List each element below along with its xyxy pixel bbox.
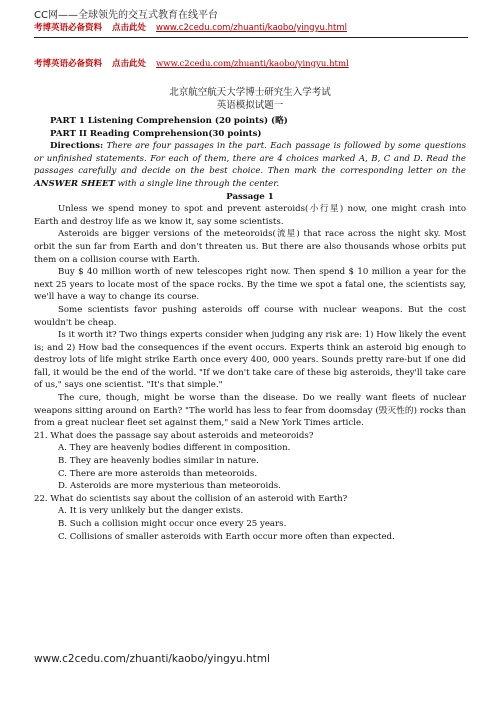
question-option: D. Asteroids are more mysterious than meteoroids. (58, 481, 281, 492)
promo-click-link[interactable]: 点击此处 (112, 59, 147, 69)
promo-url-link[interactable]: www.c2cedu.com/zhuanti/kaobo/yingyu.html (156, 59, 349, 69)
question-option: A. They are heavenly bodies different in composition. (58, 443, 291, 454)
header-divider (34, 37, 468, 38)
document-body (34, 86, 466, 543)
passage-title: Passage 1 (226, 191, 274, 202)
passage-paragraph: The cure, though, might be worse than the disease. Do we really want fleets of nuclear weapons sitting around on Earth? "The world has less to fear from doomsday (毁灭性的) rocks than from a great nuclear fleet set against them," said a New York Times article. (34, 393, 466, 429)
document-title: 北京航空航天大学博士研究生入学考试 (169, 87, 331, 98)
directions (34, 140, 466, 190)
page-header (34, 10, 468, 38)
part-1-heading: PART 1 Listening Comprehension (20 points) (略) (50, 116, 288, 126)
promo-url-link[interactable]: www.c2cedu.com/zhuanti/kaobo/yingyu.html (156, 23, 347, 33)
question-option: B. Such a collision might occur once every 25 years. (58, 519, 287, 529)
part-2-heading: PART II Reading Comprehension(30 points) (50, 128, 262, 139)
question-option: B. They are heavenly bodies similar in nature. (58, 456, 259, 467)
directions-text-b: with a single line through the center. (114, 178, 280, 189)
directions-text-a: There are four passages in the part. Each passage is followed by some questions or unfinished statements. For each of them, there are 4 choices marked A, B, C and D. Read the passages carefully and decide on the best choice. Then mark the corresponding letter on the (34, 141, 466, 177)
question-option: C. There are more asteroids than meteoroids. (58, 468, 258, 479)
promo-label: 考博英语必备资料 (34, 23, 103, 33)
promo-label: 考博英语必备资料 (34, 59, 103, 69)
promo-line-second (34, 58, 349, 70)
passage-paragraph: Buy $ 40 million worth of new telescopes right now. Then spend $ 10 million a year for the next 25 years to locate most of the space rocks. By the time we spot a fatal one, the scientists say, we'll have a way to change its course. (34, 267, 466, 303)
question-stem: 21. What does the passage say about asteroids and meteoroids? (34, 430, 314, 441)
passage-paragraph: Unless we spend money to spot and prevent asteroids(小行星) now, one might crash into Earth and destroy life as we know it, say some scientists. (34, 204, 466, 227)
document-subtitle: 英语模拟试题一 (216, 100, 284, 111)
site-banner-text: CC网——全球领先的交互式教育在线平台 (34, 10, 218, 21)
promo-click-link[interactable]: 点击此处 (112, 23, 147, 33)
passage-paragraph: Some scientists favor pushing asteroids off course with nuclear weapons. But the cost wouldn't be cheap. (34, 304, 466, 328)
promo-line-top (34, 22, 468, 34)
passage-paragraph: Is it worth it? Two things experts consider when judging any risk are: 1) How likely the event is; and 2) How bad the consequences if the event occurs. Experts think an asteroid big enough to destroy lots of life might strike Earth once every 400, 000 years. Sounds pretty rare-but if one did fall, it would be the end of the world. "If we don't take care of these big asteroids, they'll take care of us," says one scientist. "It's that simple." (34, 330, 466, 391)
question-stem: 22. What do scientists say about the collision of an asteroid with Earth? (34, 493, 348, 504)
question-option: A. It is very unlikely but the danger exists. (58, 506, 244, 517)
passage-paragraph: Asteroids are bigger versions of the meteoroids(流星) that race across the night sky. Most orbit the sun far from Earth and don't threaten us. But there are also thousands whose orbits put them on a collision course with Earth. (34, 229, 466, 265)
directions-label: Directions: (50, 141, 104, 152)
footer-url-link[interactable]: www.c2cedu.com/zhuanti/kaobo/yingyu.html (34, 653, 270, 665)
question-option: C. Collisions of smaller asteroids with Earth occur more often than expected. (58, 531, 395, 542)
answer-sheet-label: ANSWER SHEET (34, 178, 115, 189)
